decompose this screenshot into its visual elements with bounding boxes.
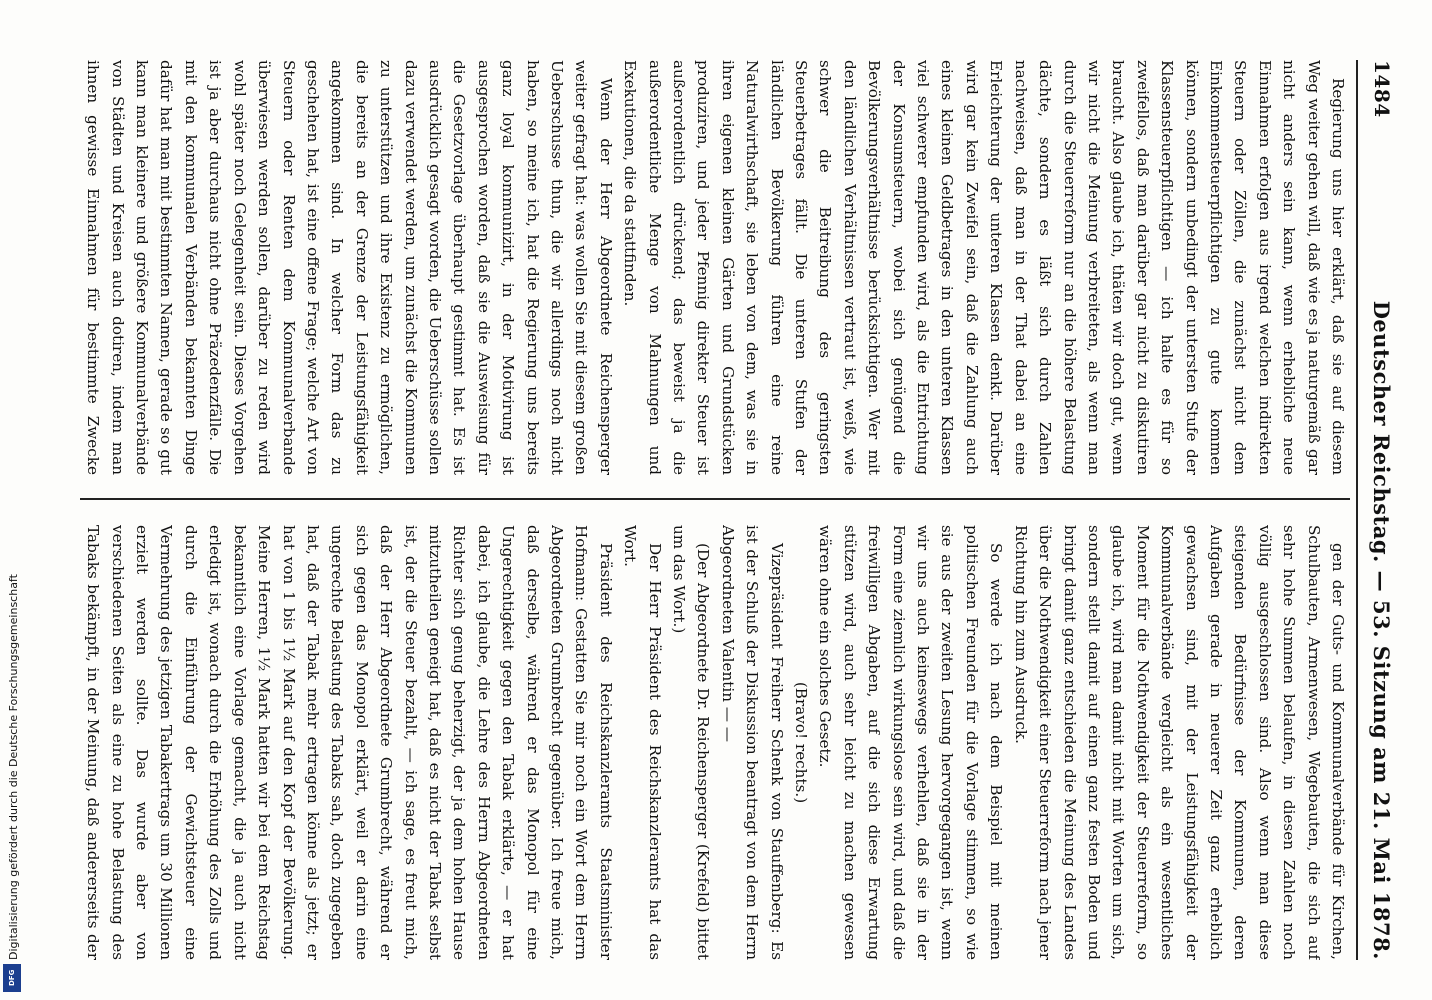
- right-paragraph: Vizepräsident Freiherr Schenk von Stauffenberg: Es ist der Schluß der Diskussion beantragt von dem Herrn Abgeordneten Valentin — —: [718, 525, 786, 960]
- left-paragraph: Regierung uns hier erklärt, daß sie auf diesem Weg weiter gehen will, daß wie es ja naturgemäß gar nicht anders sein kann, wenn erhebliche neue Einnahmen erfolgen aus irgend welchen indirekten Steuern oder Zöllen, die zunächst nicht dem Einkommensteuerpflichtigen zu gute kommen können, sondern unbedingt der untersten Stufe der Klassensteuerpflichtigen — ich halte es für so zweifellos, daß man darüber gar nicht zu diskutiren braucht. Also glaube ich, thäten wir doch gut, wenn wir nicht die Meinung verbreiteten, als wenn man durch die Steuerreform nur an die höhere Belastung dächte, sondern es läßt sich durch Zahlen nachweisen, daß man in der That dabei an eine Erleichterung der unteren Klassen denkt. Darüber wird gar kein Zweifel sein, daß die Zahlung auch eines kleinen Geldbetrages in den unteren Klassen viel schwerer empfunden wird, als die Entrichtung der Konsumsteuern, wobei sich genügend die Bevölkerungsverhältnisse berücksichtigen. Wer mit den ländlichen Verhältnissen vertraut ist, weiß, wie schwer die Beitreibung des geringsten Steuerbetrages fällt. Die unteren Stufen der ländlichen Bevölkerung führen eine reine Naturalwirthschaft, sie leben von dem, was sie in ihren eigenen kleinen Gärten und Grundstücken produziren, und jeder Pfennig direkter Steuer ist außerordentlich drückend; das beweist ja die außerordentliche Menge von Mahnungen und Exekutionen, die da stattfinden.: [621, 60, 1347, 475]
- right-paragraph: Präsident des Reichskanzleramts Staatsminister Hofmann: Gestatten Sie mir noch ein Wort dem Herrn Abgeordneten Grumbrecht gegenüber. Ich freue mich, daß derselbe, während er das Monopol für eine Ungerechtigkeit gegen den Tabak erklärte, — er hat dabei, ich glaube, die Lehre des Herrn Abgeordneten Richter sich genug beherzigt, der ja dem hohen Hause mitzutheilen geneigt hat, daß es nicht der Tabak selbst ist, der die Steuer bezahlt, — ich sage, es freut mich, daß der Herr Abgeordnete Grumbrecht, während er sich gegen das Monopol erklärt, weil er darin eine ungerechte Belastung des Tabaks sah, doch zugegeben hat, daß der Tabak mehr ertragen könne als jetzt; er hat von 1 bis 1½ Mark auf den Kopf der Bevölkerung. Meine Herren, 1½ Mark hatten wir bei dem Reichstag bekanntlich eine Vorlage gemacht, die ja auch nicht erledigt ist, wonach durch die Erhöhung des Zolls und durch die Einführung der Gewichtsteuer eine Vermehrung des jetzigen Tabakertrags um 30 Millionen erzielt werden sollte. Das wurde aber von verschiedenen Seiten als eine zu hohe Belastung des Tabaks bekämpft, in der Meinung, daß andererseits der: [84, 525, 615, 960]
- header-rule: [1356, 60, 1358, 960]
- left-paragraph: Wenn der Herr Abgeordnete Reichensperger weiter gefragt hat: was wollen Sie mit diesem großen Ueberschusse thun, die wir allerdings noch nicht haben, so meine ich, hat die Regierung uns bereits ganz loyal kommunizirt, in der Motivirung ist ausgesprochen worden, daß sie die Ausweisung für die Gesetzvorlage überhaupt gestimmt hat. Es ist ausdrücklich gesagt worden, die Ueberschüsse sollen dazu verwendet werden, um zunächst die Kommunen zu unterstützen und ihre Existenz zu ermöglichen, die bereits an der Grenze der Leistungsfähigkeit angekommen sind. In welcher Form das zu geschehen hat, ist eine offene Frage; welche Art von Steuern oder Renten dem Kommunalverbande überwiesen werden sollen, darüber zu reden wird wohl später noch Gelegenheit sein. Dieses Vorgehen ist ja aber durchaus nicht ohne Präzedenzfälle. Die mit den kommunalen Verbänden bekannten Dinge dafür hat man mit bestimmten Namen, gerade so gut kann man kleinere und größere Kommunalverbände von Städten und Kreisen auch dotiren, indem man ihnen gewisse Einnahmen für bestimmte Zwecke: [84, 60, 615, 475]
- column-rule: [80, 498, 1350, 500]
- right-column: [80, 525, 1350, 960]
- right-paragraph: gen der Guts- und Kommunalverbände für Kirchen, Schulbauten, Armenwesen, Wegebauten, die sich auf sehr hohe Summen belaufen, in diesen Zahlen noch völlig ausgeschlossen sind. Also wenn man diese steigenden Bedürfnisse der Kommunen, deren Aufgaben gerade in neuerer Zeit ganz erheblich gewachsen sind, mit der Leistungsfähigkeit der Kommunalverbände vergleicht als ein wesentliches Moment für die Nothwendigkeit der Steuerreform, so glaube ich, wird man damit nicht mit Worten um sich, sondern stellt damit auf einen ganz festen Boden und bringt damit ganz entschieden die Meinung des Landes über die Nothwendigkeit einer Steuerreform nach jener Richtung hin zum Ausdruck.: [1011, 525, 1347, 960]
- credit-text: Digitalisierung gefördert durch die Deutsche Forschungsgemeinschaft: [7, 574, 20, 960]
- right-paragraph: So werde ich nach dem Beispiel mit meinen politischen Freunden für die Vorlage stimmen, so wie sie aus der zweiten Lesung hervorgegangen ist, wenn wir uns auch keineswegs verhehlen, daß sie in der Form eine ziemlich wirkungslose sein wird, und daß die freiwilligen Abgaben, auf die sich diese Erwartung stützen wird, auch sehr leicht zu machen gewesen wären ohne ein solches Gesetz.: [816, 525, 1006, 960]
- left-column: [80, 60, 1350, 475]
- page-title: Deutscher Reichstag. — 53. Sitzung am 21. Mai 1878.: [1369, 300, 1395, 960]
- digitization-credit: [0, 0, 22, 1000]
- dfg-logo: DFG: [3, 964, 21, 992]
- page-number: 1484: [1370, 60, 1394, 118]
- right-paragraph: Der Herr Präsident des Reichskanzleramts hat das Wort.: [621, 525, 664, 960]
- page-header: [1362, 60, 1402, 960]
- interjection: (Bravo! rechts.): [792, 681, 811, 804]
- right-paragraph: (Der Abgeordnete Dr. Reichensperger (Krefeld) bittet um das Wort.): [670, 525, 713, 960]
